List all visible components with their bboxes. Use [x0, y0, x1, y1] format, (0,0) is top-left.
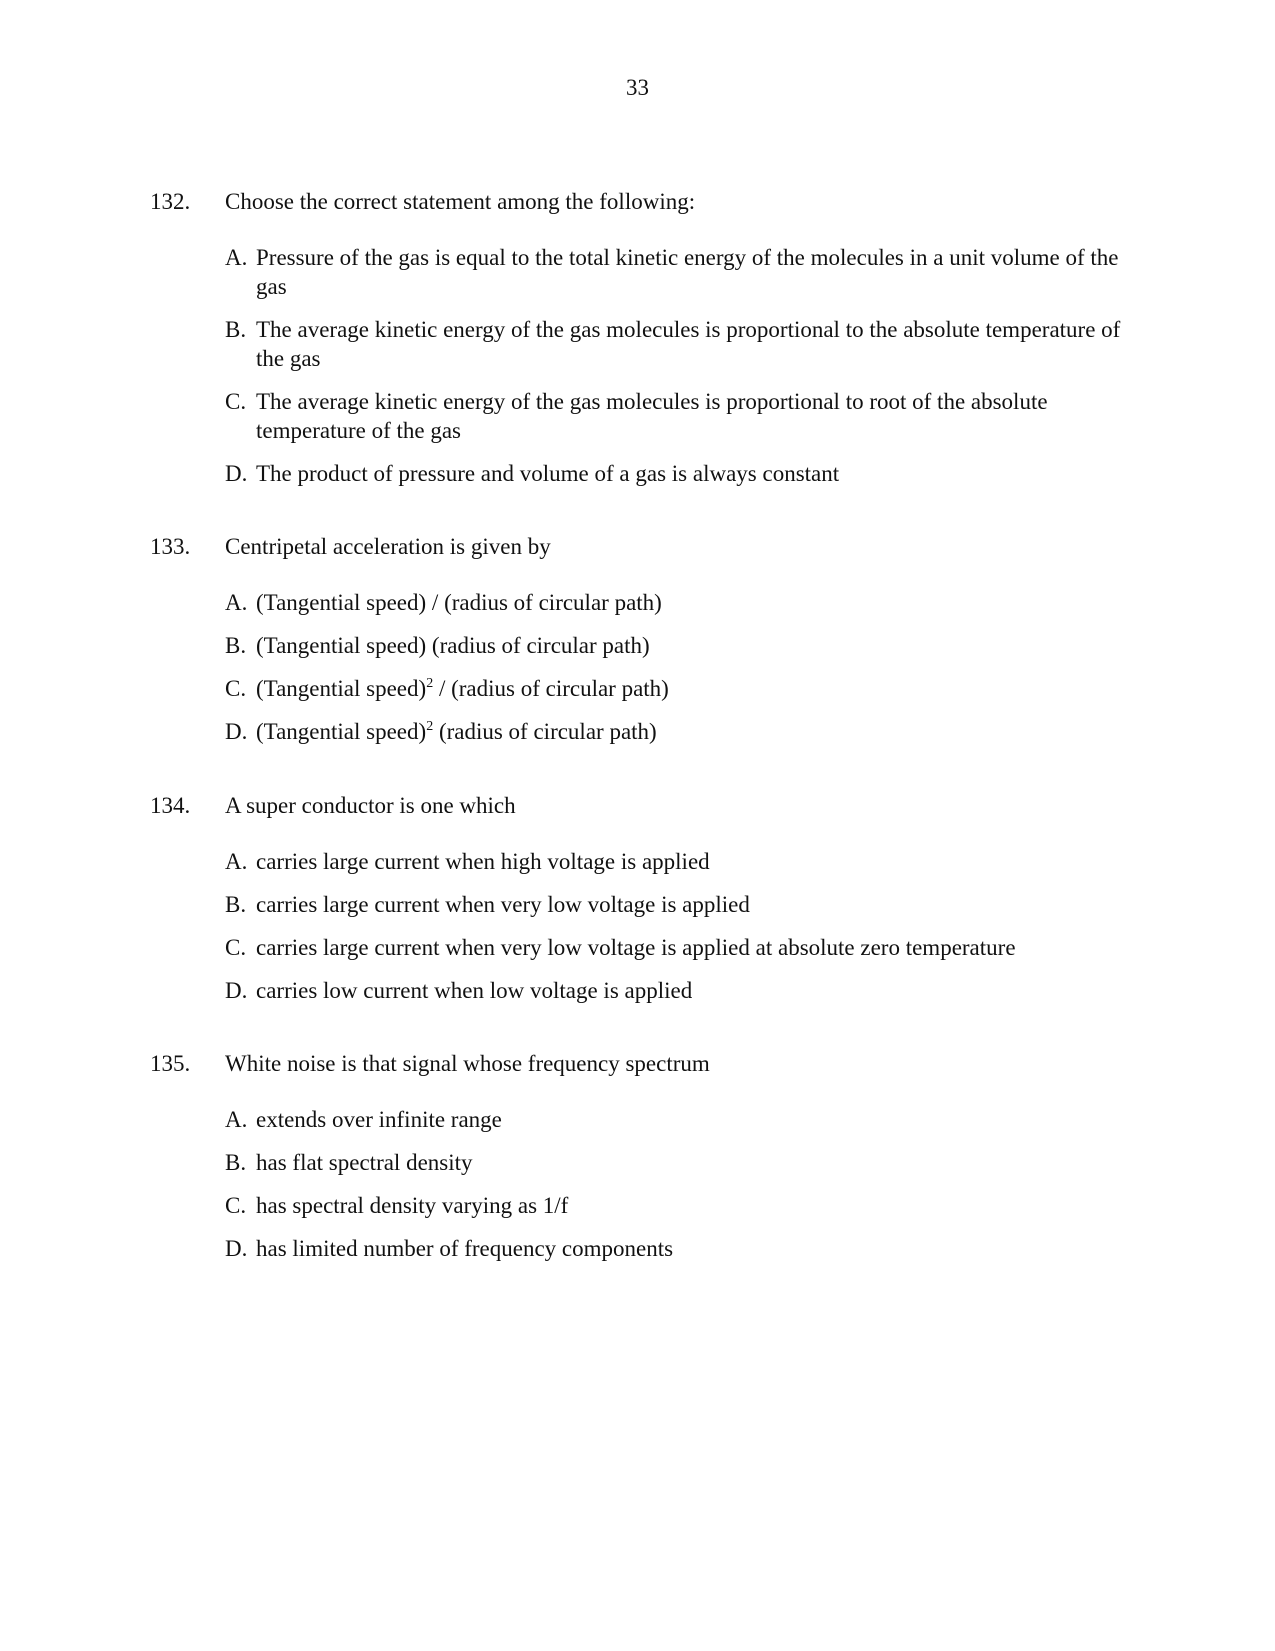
option-letter: D. [225, 1236, 248, 1261]
option-text: has spectral density varying as 1/f [256, 1193, 569, 1218]
option-c [225, 674, 1150, 703]
option-text: carries low current when low voltage is applied [256, 978, 693, 1003]
option-text: (Tangential speed) [256, 719, 427, 744]
question-text: Centripetal acceleration is given by [225, 534, 551, 559]
option-letter: D. [225, 719, 248, 744]
option-a [225, 1105, 1150, 1134]
option-letter: B. [225, 1150, 247, 1175]
superscript-exponent: 2 [426, 719, 434, 734]
option-text: (Tangential speed) [256, 676, 427, 701]
question-number: 133. [150, 534, 191, 559]
superscript-exponent: 2 [426, 676, 434, 691]
option-letter: A. [225, 849, 248, 874]
option-letter: B. [225, 317, 247, 342]
option-b [225, 890, 1150, 919]
question-132 [150, 187, 1150, 502]
option-a [225, 588, 1150, 617]
option-text: extends over infinite range [256, 1107, 502, 1132]
option-b [225, 631, 1150, 660]
option-b [225, 315, 1150, 373]
question-text: Choose the correct statement among the following: [225, 189, 696, 214]
option-c [225, 933, 1150, 962]
option-text: (Tangential speed) (radius of circular path) [256, 633, 650, 658]
option-c [225, 387, 1150, 445]
option-d [225, 459, 1150, 488]
question-text: White noise is that signal whose frequency spectrum [225, 1051, 710, 1076]
question-number: 135. [150, 1051, 191, 1076]
option-text: The product of pressure and volume of a gas is always constant [256, 461, 840, 486]
option-letter: A. [225, 1107, 248, 1132]
option-a [225, 847, 1150, 876]
option-text: has flat spectral density [256, 1150, 473, 1175]
option-letter: B. [225, 892, 247, 917]
option-text: (Tangential speed) / (radius of circular path) [256, 590, 662, 615]
option-list [225, 1105, 1150, 1263]
option-text-continued: (radius of circular path) [433, 719, 657, 744]
option-text: carries large current when very low voltage is applied [256, 892, 750, 917]
question-number: 134. [150, 793, 191, 818]
option-c [225, 1191, 1150, 1220]
option-text: The average kinetic energy of the gas molecules is proportional to root of the absolute temperature of the gas [256, 389, 1048, 443]
question-133 [150, 532, 1150, 760]
option-letter: C. [225, 1193, 247, 1218]
option-list [225, 847, 1150, 1005]
option-letter: B. [225, 633, 247, 658]
question-135 [150, 1049, 1150, 1277]
option-list [225, 243, 1150, 488]
question-134 [150, 791, 1150, 1019]
option-letter: D. [225, 461, 248, 486]
option-d [225, 717, 1150, 746]
option-letter: A. [225, 245, 248, 270]
option-letter: C. [225, 389, 247, 414]
option-a [225, 243, 1150, 301]
option-d [225, 976, 1150, 1005]
question-number: 132. [150, 189, 191, 214]
option-d [225, 1234, 1150, 1263]
option-letter: A. [225, 590, 248, 615]
option-text: carries large current when very low voltage is applied at absolute zero temperature [256, 935, 1016, 960]
option-text: The average kinetic energy of the gas molecules is proportional to the absolute temperature of the gas [256, 317, 1121, 371]
option-text: has limited number of frequency components [256, 1236, 674, 1261]
option-letter: C. [225, 676, 247, 701]
page-number: 33 [626, 75, 649, 100]
option-letter: C. [225, 935, 247, 960]
option-letter: D. [225, 978, 248, 1003]
question-text: A super conductor is one which [225, 793, 516, 818]
option-text: Pressure of the gas is equal to the total kinetic energy of the molecules in a unit volume of the gas [256, 245, 1119, 299]
option-list [225, 588, 1150, 746]
option-b [225, 1148, 1150, 1177]
option-text: carries large current when high voltage is applied [256, 849, 710, 874]
option-text-continued: / (radius of circular path) [433, 676, 669, 701]
